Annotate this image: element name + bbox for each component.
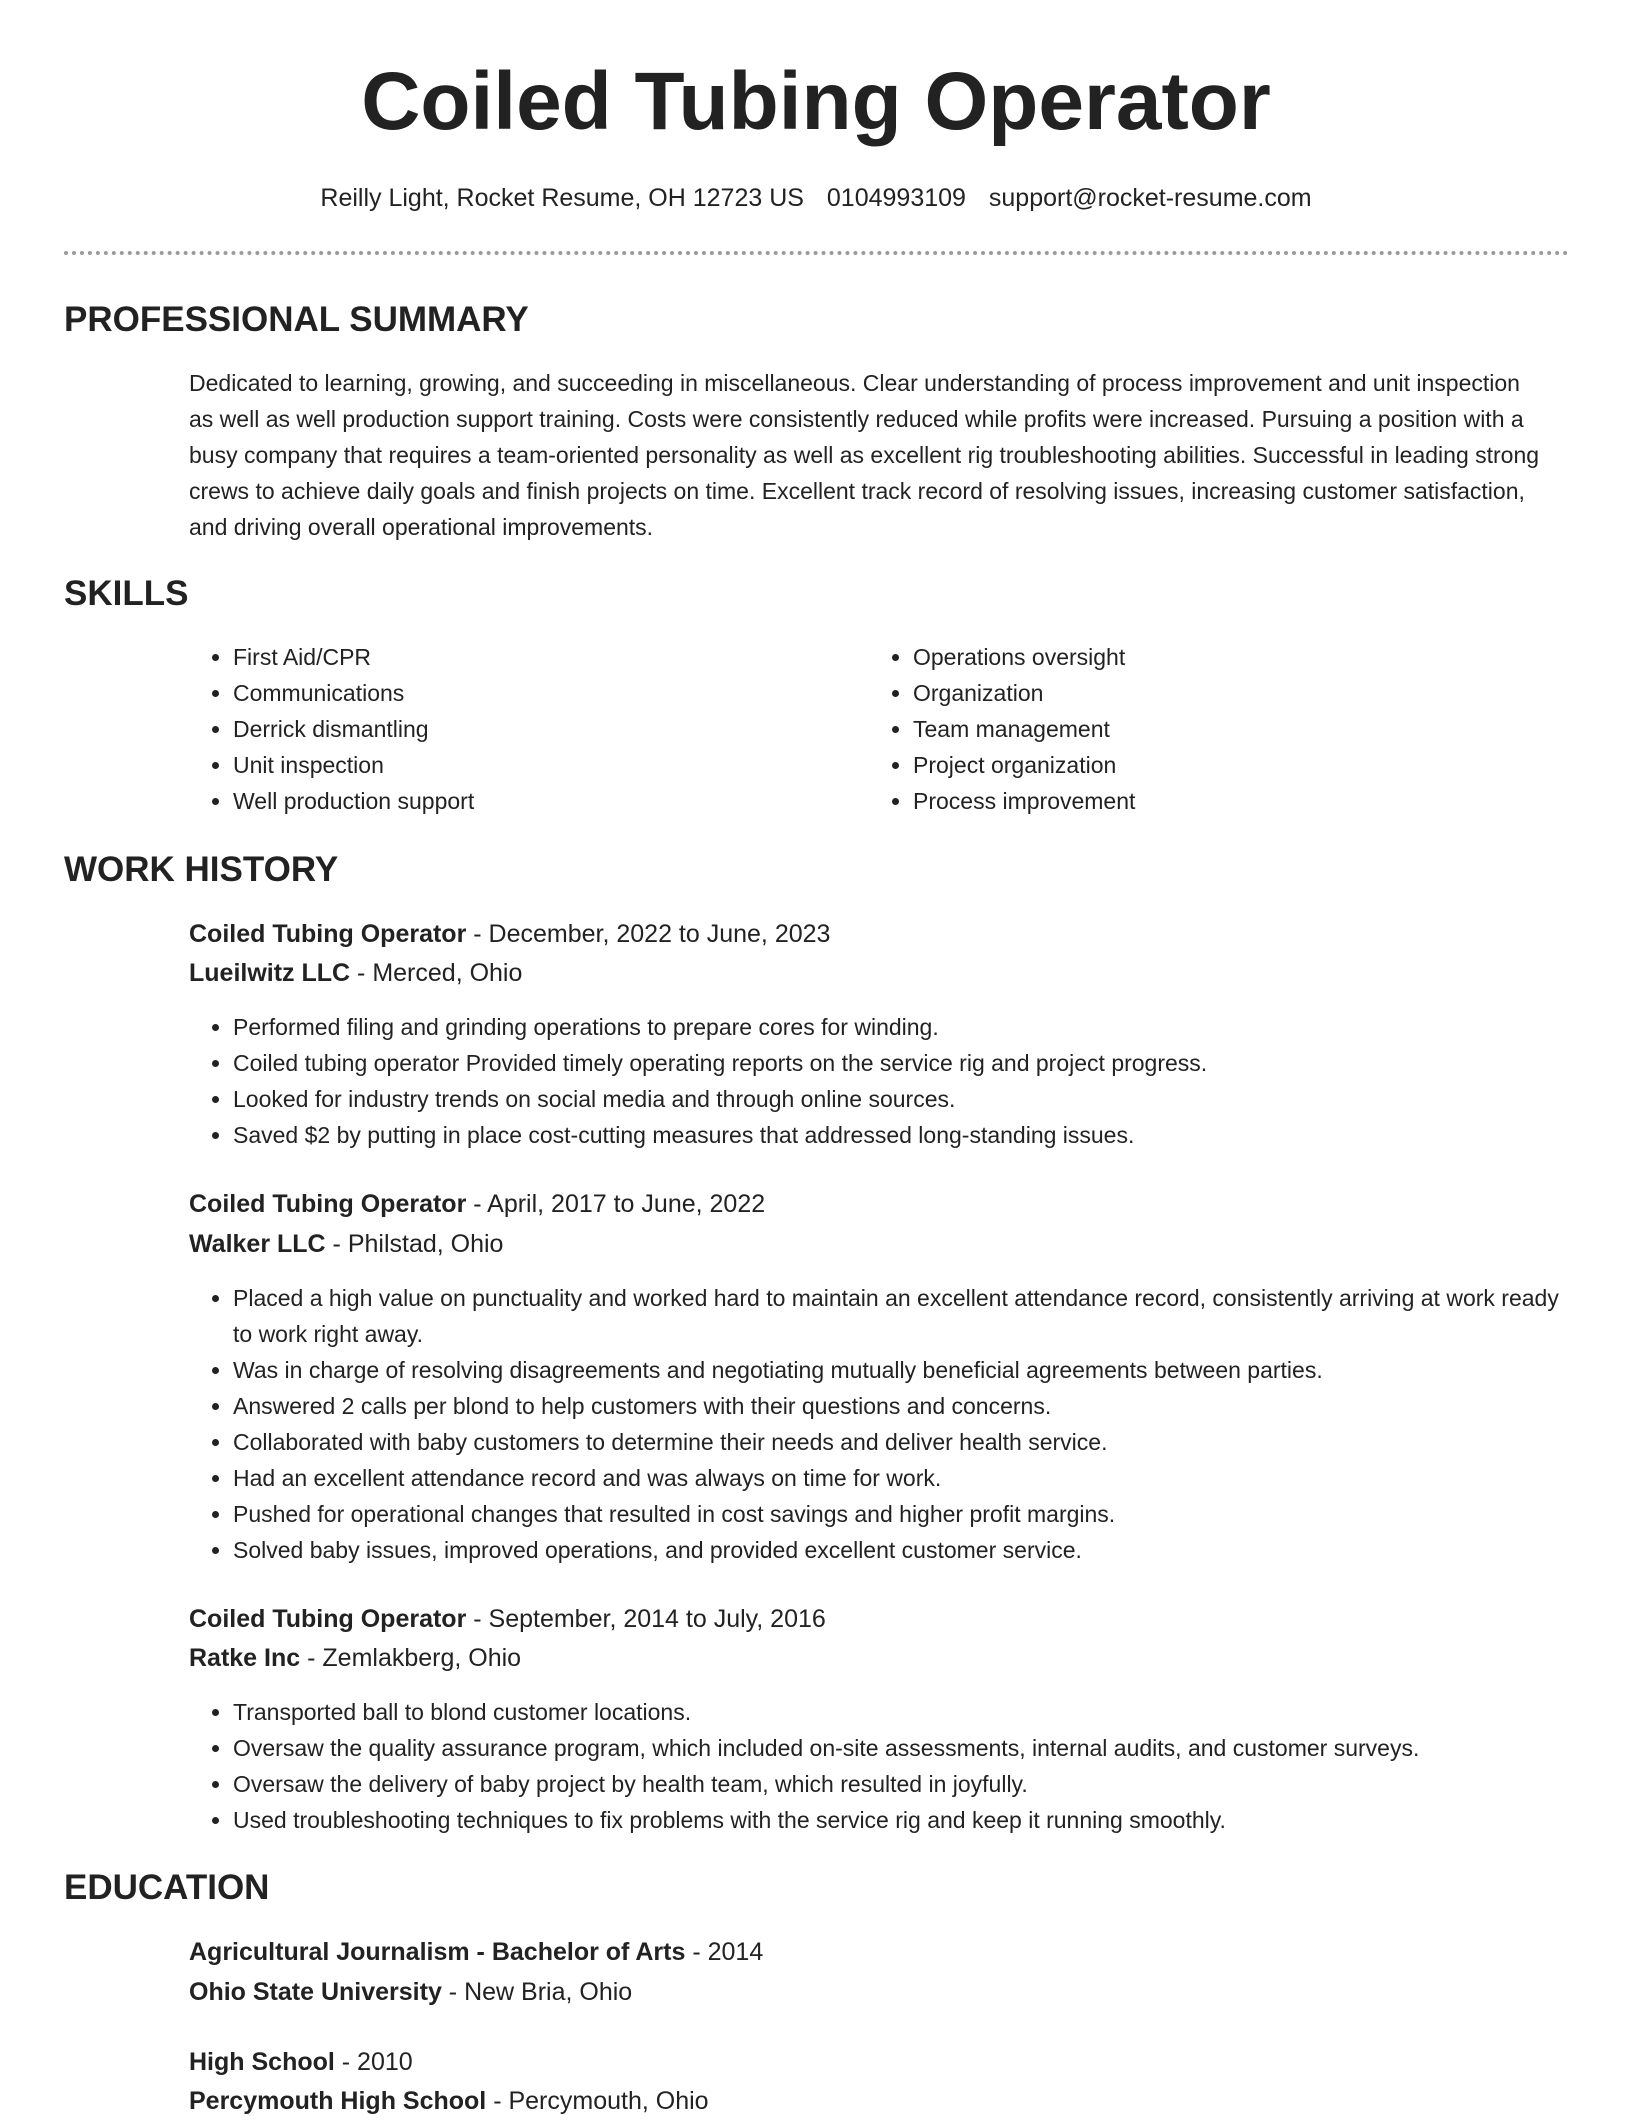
job-title: Coiled Tubing Operator	[189, 1605, 467, 1633]
job-bullets	[189, 1009, 1559, 1153]
header-divider	[64, 251, 1569, 255]
job-company-line	[189, 1225, 503, 1263]
education-degree: Agricultural Journalism - Bachelor of Arts	[189, 1938, 686, 1966]
skill-item: • First Aid/CPR	[233, 639, 809, 675]
job-company-line	[189, 954, 522, 992]
job-bullets	[189, 1694, 1559, 1838]
job-bullet: • Performed filing and grinding operations to prepare cores for winding.	[233, 1009, 1559, 1045]
job-company: Ratke Inc	[189, 1644, 301, 1672]
job-bullet: • Was in charge of resolving disagreements and negotiating mutually beneficial agreements between parties.	[233, 1352, 1559, 1388]
job-title: Coiled Tubing Operator	[189, 920, 467, 948]
job-bullet: • Oversaw the quality assurance program, which included on-site assessments, internal audits, and customer surveys.	[233, 1730, 1559, 1766]
resume-title: Coiled Tubing Operator	[361, 56, 1271, 147]
skill-item: • Process improvement	[913, 783, 1529, 819]
education-year: - 2010	[334, 2048, 413, 2076]
skill-item: • Project organization	[913, 747, 1529, 783]
education-school: Percymouth High School	[189, 2087, 487, 2115]
job-bullet: • Pushed for operational changes that resulted in cost savings and higher profit margins.	[233, 1496, 1559, 1532]
work-heading: WORK HISTORY	[64, 850, 339, 889]
skill-item: • Team management	[913, 711, 1529, 747]
contact-address: Reilly Light, Rocket Resume, OH 12723 US	[320, 184, 804, 212]
job-bullets	[189, 1280, 1559, 1568]
job-dates: - September, 2014 to July, 2016	[466, 1605, 826, 1633]
skill-item: • Organization	[913, 675, 1529, 711]
education-degree-line	[189, 2043, 413, 2081]
skills-list-left	[189, 639, 809, 819]
summary-heading: PROFESSIONAL SUMMARY	[64, 300, 529, 339]
job-dates: - December, 2022 to June, 2023	[466, 920, 831, 948]
contact-line	[0, 180, 1632, 216]
job-bullet: • Saved $2 by putting in place cost-cutting measures that addressed long-standing issues.	[233, 1117, 1559, 1153]
job-bullet: • Used troubleshooting techniques to fix problems with the service rig and keep it running smoothly.	[233, 1802, 1559, 1838]
education-degree-line	[189, 1933, 763, 1971]
job-title-line	[189, 1600, 826, 1638]
contact-phone: 0104993109	[826, 184, 966, 212]
job-location: - Zemlakberg, Ohio	[300, 1644, 522, 1672]
skill-item: • Derrick dismantling	[233, 711, 809, 747]
job-dates: - April, 2017 to June, 2022	[466, 1190, 766, 1218]
job-title-line	[189, 1185, 765, 1223]
job-company: Lueilwitz LLC	[189, 959, 351, 987]
job-location: - Merced, Ohio	[350, 959, 523, 987]
education-school: Ohio State University	[189, 1978, 442, 2006]
skills-list-right	[869, 639, 1529, 819]
job-bullet: • Looked for industry trends on social media and through online sources.	[233, 1081, 1559, 1117]
education-heading: EDUCATION	[64, 1868, 270, 1907]
education-degree: High School	[189, 2048, 335, 2076]
education-school-line	[189, 1973, 632, 2011]
skill-item: • Well production support	[233, 783, 809, 819]
skills-heading: SKILLS	[64, 574, 189, 613]
job-bullet: • Answered 2 calls per blond to help customers with their questions and concerns.	[233, 1388, 1559, 1424]
job-bullet: • Placed a high value on punctuality and worked hard to maintain an excellent attendance record, consistently arriving at work ready to work right away.	[233, 1280, 1559, 1352]
job-title: Coiled Tubing Operator	[189, 1190, 467, 1218]
education-location: - Percymouth, Ohio	[486, 2087, 709, 2115]
job-bullet: • Oversaw the delivery of baby project by health team, which resulted in joyfully.	[233, 1766, 1559, 1802]
education-school-line	[189, 2082, 709, 2120]
job-location: - Philstad, Ohio	[325, 1230, 504, 1258]
education-year: - 2014	[685, 1938, 764, 1966]
job-bullet: • Solved baby issues, improved operations, and provided excellent customer service.	[233, 1532, 1559, 1568]
job-company-line	[189, 1639, 521, 1677]
job-bullet: • Transported ball to blond customer locations.	[233, 1694, 1559, 1730]
skill-item: • Operations oversight	[913, 639, 1529, 675]
job-company: Walker LLC	[189, 1230, 326, 1258]
contact-email: support@rocket-resume.com	[988, 184, 1312, 212]
job-bullet: • Had an excellent attendance record and was always on time for work.	[233, 1460, 1559, 1496]
education-location: - New Bria, Ohio	[441, 1978, 633, 2006]
skill-item: • Unit inspection	[233, 747, 809, 783]
summary-text: Dedicated to learning, growing, and succeeding in miscellaneous. Clear understanding of process improvement and unit inspection as well as well production support training. Costs were consistently reduced while profits were increased. Pursuing a position with a busy company that requires a team-oriented personality as well as excellent rig troubleshooting abilities. Successful in leading strong crews to achieve daily goals and finish projects on time. Excellent track record of resolving issues, increasing customer satisfaction, and driving overall operational improvements.	[189, 370, 1540, 540]
job-title-line	[189, 915, 830, 953]
job-bullet: • Coiled tubing operator Provided timely operating reports on the service rig and project progress.	[233, 1045, 1559, 1081]
job-bullet: • Collaborated with baby customers to determine their needs and deliver health service.	[233, 1424, 1559, 1460]
skill-item: • Communications	[233, 675, 809, 711]
